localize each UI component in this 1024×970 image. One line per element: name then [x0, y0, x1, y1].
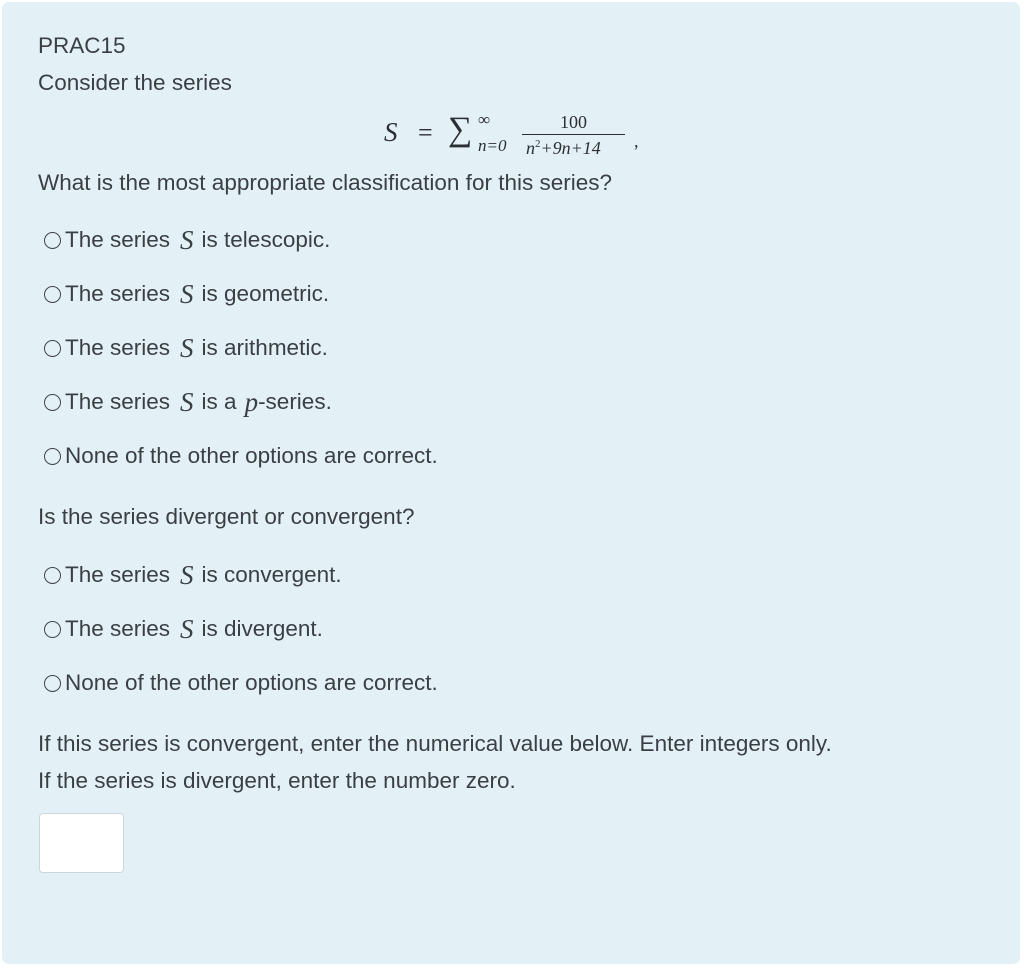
- radio-button[interactable]: [44, 286, 61, 303]
- value-instruction-line1: If this series is convergent, enter the numerical value below. Enter integers only.: [38, 731, 832, 756]
- value-instruction-line2: If the series is divergent, enter the number zero.: [38, 768, 516, 793]
- radio-button[interactable]: [44, 621, 61, 638]
- option-p-series[interactable]: The series S is a p -series.: [44, 387, 332, 417]
- sum-lower-limit: n=0: [478, 136, 507, 155]
- radio-button[interactable]: [44, 675, 61, 692]
- fraction-denominator: $n^2+9n+14$: [526, 138, 601, 158]
- option-telescopic[interactable]: The series S is telescopic.: [44, 225, 330, 255]
- radio-button[interactable]: [44, 567, 61, 584]
- radio-button[interactable]: [44, 232, 61, 249]
- option-none-classification[interactable]: None of the other options are correct.: [44, 441, 438, 471]
- formula-lhs: S: [384, 117, 398, 147]
- classification-prompt: What is the most appropriate classification for this series?: [38, 170, 612, 195]
- fraction-bar: [522, 134, 625, 135]
- question-intro: Consider the series: [38, 70, 232, 95]
- option-convergent[interactable]: The series S is convergent.: [44, 560, 342, 590]
- option-geometric[interactable]: The series S is geometric.: [44, 279, 329, 309]
- sigma-symbol: ∑: [448, 111, 473, 148]
- question-title: PRAC15: [38, 33, 126, 58]
- radio-button[interactable]: [44, 448, 61, 465]
- option-divergent[interactable]: The series S is divergent.: [44, 614, 323, 644]
- option-none-convergence[interactable]: None of the other options are correct.: [44, 668, 438, 698]
- formula-equals: =: [418, 118, 433, 147]
- question-panel: [2, 2, 1020, 964]
- answer-input[interactable]: [39, 813, 124, 873]
- radio-button[interactable]: [44, 340, 61, 357]
- radio-button[interactable]: [44, 394, 61, 411]
- sum-upper-limit: ∞: [478, 110, 491, 129]
- fraction-numerator: 100: [560, 112, 587, 132]
- option-arithmetic[interactable]: The series S is arithmetic.: [44, 333, 328, 363]
- convergence-prompt: Is the series divergent or convergent?: [38, 504, 415, 529]
- formula-trailing-comma: ,: [634, 131, 639, 151]
